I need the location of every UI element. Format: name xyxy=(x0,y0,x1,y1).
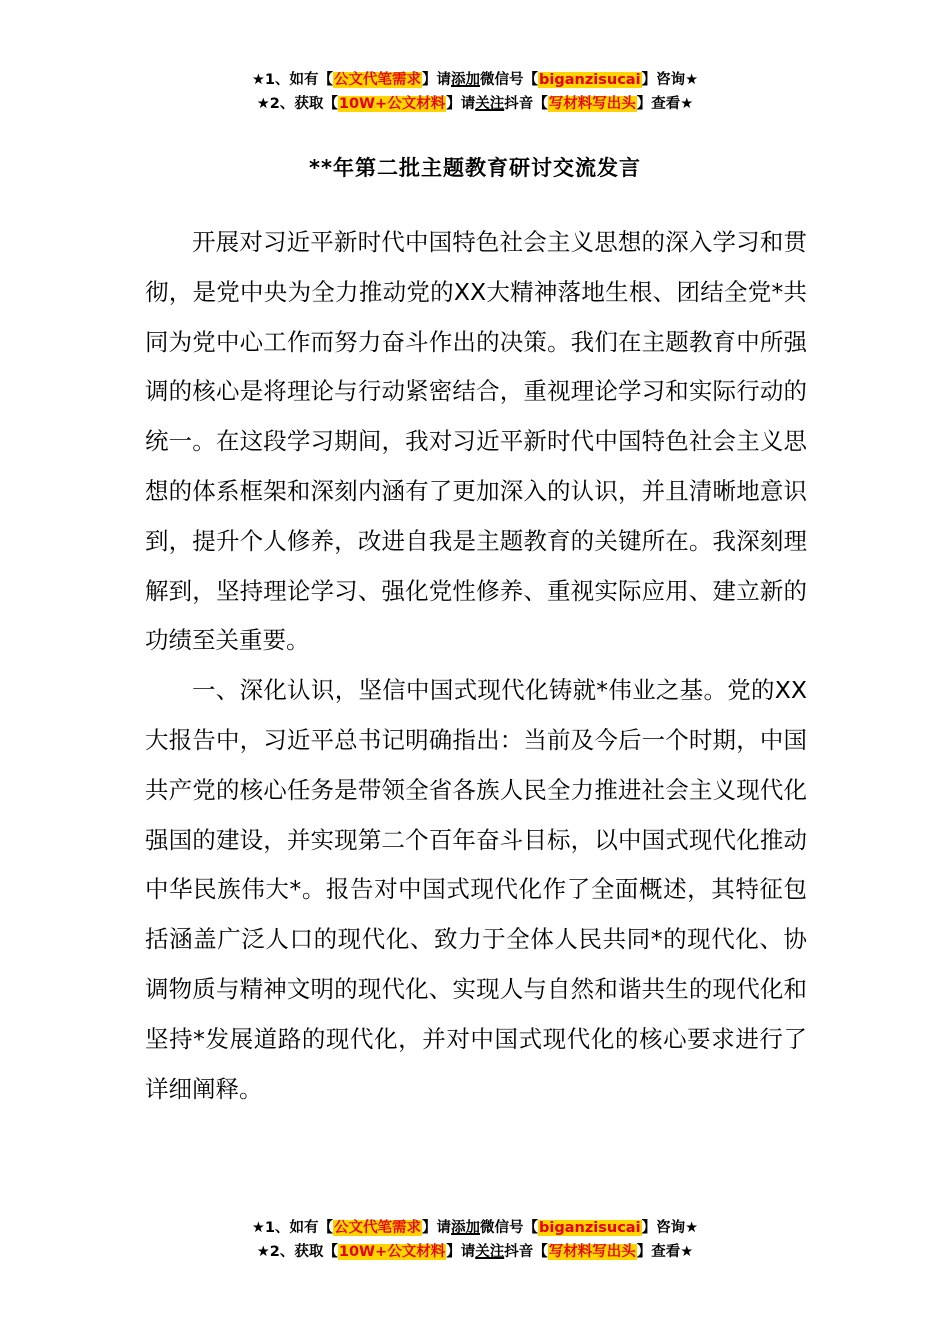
paragraph-section-1: 一、深化认识，坚信中国式现代化铸就*伟业之基。党的XX大报告中，习近平总书记明确指出：当前及今后一个时期，中国共产党的核心任务是带领全省各族人民全力推进社会主义现代化强国的建设，并实现第二个百年奋斗目标，以中国式现代化推动中华民族伟大*。报告对中国式现代化作了全面概述，其特征包括涵盖广泛人口的现代化、致力于全体人民共同*的现代化、协调物质与精神文明的现代化、实现人与自然和谐共生的现代化和坚持*发展道路的现代化，并对中国式现代化的核心要求进行了详细阐释。 xyxy=(145,676,807,1103)
douyin-id-highlight: 写材料写出头 xyxy=(548,1244,636,1260)
ad-text: 微信号【 xyxy=(480,72,539,88)
document-title: **年第二批主题教育研讨交流发言 xyxy=(309,156,641,180)
header-ad-banner xyxy=(0,68,950,116)
ad-line-1 xyxy=(0,68,950,92)
ad-text: 】请 xyxy=(422,1220,452,1236)
ad-text: 】请 xyxy=(446,1244,476,1260)
ad-text: 】请 xyxy=(422,72,452,88)
ad-text: ★1、如有【 xyxy=(251,1220,334,1236)
ad-text: 】咨询★ xyxy=(641,72,699,88)
ad-text: ★2、获取【 xyxy=(256,96,338,112)
footer-ad-banner xyxy=(0,1216,950,1264)
ad-highlight: 公文代笔需求 xyxy=(334,1220,422,1236)
ad-line-1 xyxy=(0,1216,950,1240)
ad-text: ★1、如有【 xyxy=(251,72,334,88)
ad-highlight: 10W+公文材料 xyxy=(338,96,446,112)
wechat-id-highlight: biganzisucai xyxy=(539,1220,641,1236)
ad-line-2 xyxy=(0,1240,950,1264)
ad-text: 】查看★ xyxy=(636,1244,694,1260)
ad-text: 微信号【 xyxy=(480,1220,539,1236)
ad-text: 抖音【 xyxy=(504,96,548,112)
document-body xyxy=(145,218,807,1114)
ad-highlight: 公文代笔需求 xyxy=(334,72,422,88)
ad-text: 】咨询★ xyxy=(641,1220,699,1236)
ad-text: 】查看★ xyxy=(636,96,694,112)
ad-underlined-text: 添加 xyxy=(451,1220,481,1236)
ad-underlined-text: 关注 xyxy=(475,96,505,112)
ad-underlined-text: 添加 xyxy=(451,72,481,88)
ad-highlight: 10W+公文材料 xyxy=(338,1244,446,1260)
douyin-id-highlight: 写材料写出头 xyxy=(548,96,636,112)
paragraph-intro: 开展对习近平新时代中国特色社会主义思想的深入学习和贯彻，是党中央为全力推动党的XX大精神落地生根、团结全党*共同为党中心工作而努力奋斗作出的决策。我们在主题教育中所强调的核心是将理论与行动紧密结合，重视理论学习和实际行动的统一。在这段学习期间，我对习近平新时代中国特色社会主义思想的体系框架和深刻内涵有了更加深入的认识，并且清晰地意识到，提升个人修养，改进自我是主题教育的关键所在。我深刻理解到，坚持理论学习、强化党性修养、重视实际应用、建立新的功绩至关重要。 xyxy=(145,228,807,655)
ad-text: 】请 xyxy=(446,96,476,112)
ad-underlined-text: 关注 xyxy=(475,1244,505,1260)
ad-text: 抖音【 xyxy=(504,1244,548,1260)
ad-text: ★2、获取【 xyxy=(256,1244,338,1260)
wechat-id-highlight: biganzisucai xyxy=(539,72,641,88)
ad-line-2 xyxy=(0,92,950,116)
